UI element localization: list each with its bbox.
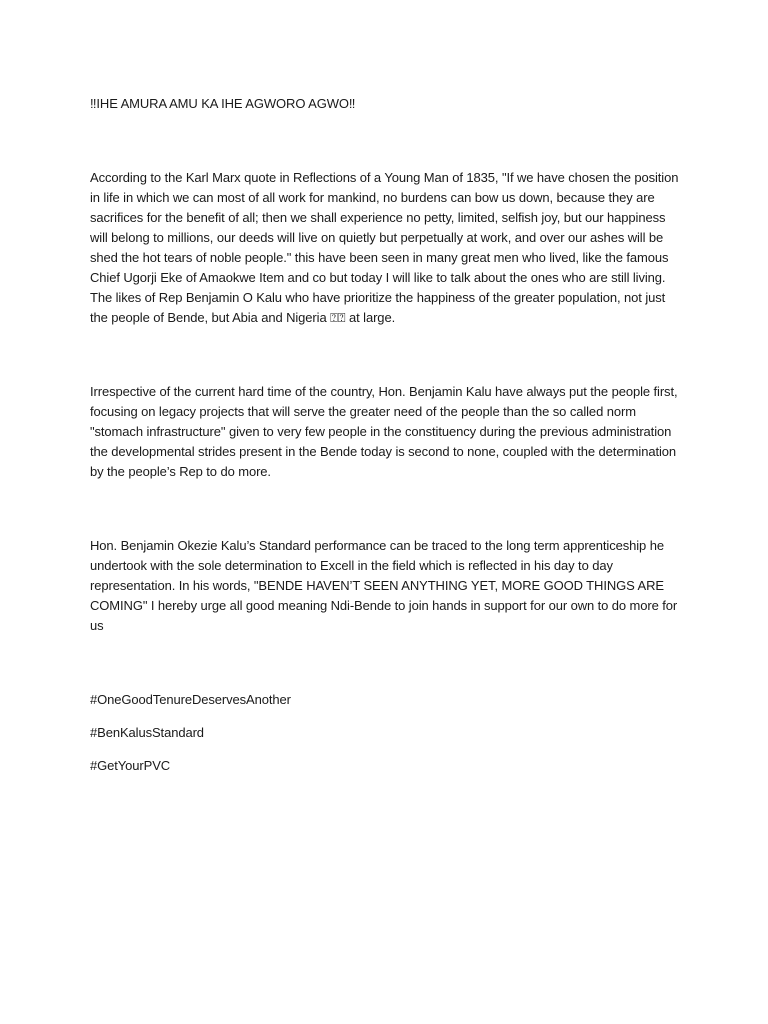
- hashtag-one-good-tenure: #OneGoodTenureDeservesAnother: [90, 692, 291, 707]
- hashtag-ben-kalus-standard: #BenKalusStandard: [90, 725, 204, 740]
- paragraph-hard-times: Irrespective of the current hard time of the country, Hon. Benjamin Kalu have always put the people first, focusing on legacy projects that will serve the greater need of the people than the so called norm "stomach infrastructure" given to very few people in the constituency during the previous administration the developmental strides present in the Bende today is second to none, coupled with the determination by the people’s Rep to do more.: [90, 384, 678, 479]
- document-title: ‼IHE AMURA AMU KA IHE AGWORO AGWO‼: [90, 96, 356, 111]
- hashtag-get-your-pvc: #GetYourPVC: [90, 758, 171, 773]
- paragraph-karl-marx-quote: According to the Karl Marx quote in Reflections of a Young Man of 1835, "If we have chosen the position in life in which we can most of all work for mankind, no burdens can bow us down, because they are sacrifices for the benefit of all; then we shall experience no petty, limited, selfish joy, but our happiness will belong to millions, our deeds will live on quietly but perpetually at work, and over our ashes will be shed the hot tears of noble people." this have been seen in many great men who lived, like the famous Chief Ugorji Eke of Amaokwe Item and co but today I will like to talk about the ones who are still living. The likes of Rep Benjamin O Kalu who have prioritize the happiness of the greater population, not just the people of Bende, but Abia and Nigeria ⍰⍰ at large.: [90, 170, 679, 325]
- paragraph-standard-performance: Hon. Benjamin Okezie Kalu’s Standard performance can be traced to the long term apprenticeship he undertook with the sole determination to Excell in the field which is reflected in his day to day representation. In his words, "BENDE HAVEN’T SEEN ANYTHING YET, MORE GOOD THINGS ARE COMING" I hereby urge all good meaning Ndi-Bende to join hands in support for our own to do more for us: [90, 538, 678, 633]
- document-body: [90, 94, 682, 789]
